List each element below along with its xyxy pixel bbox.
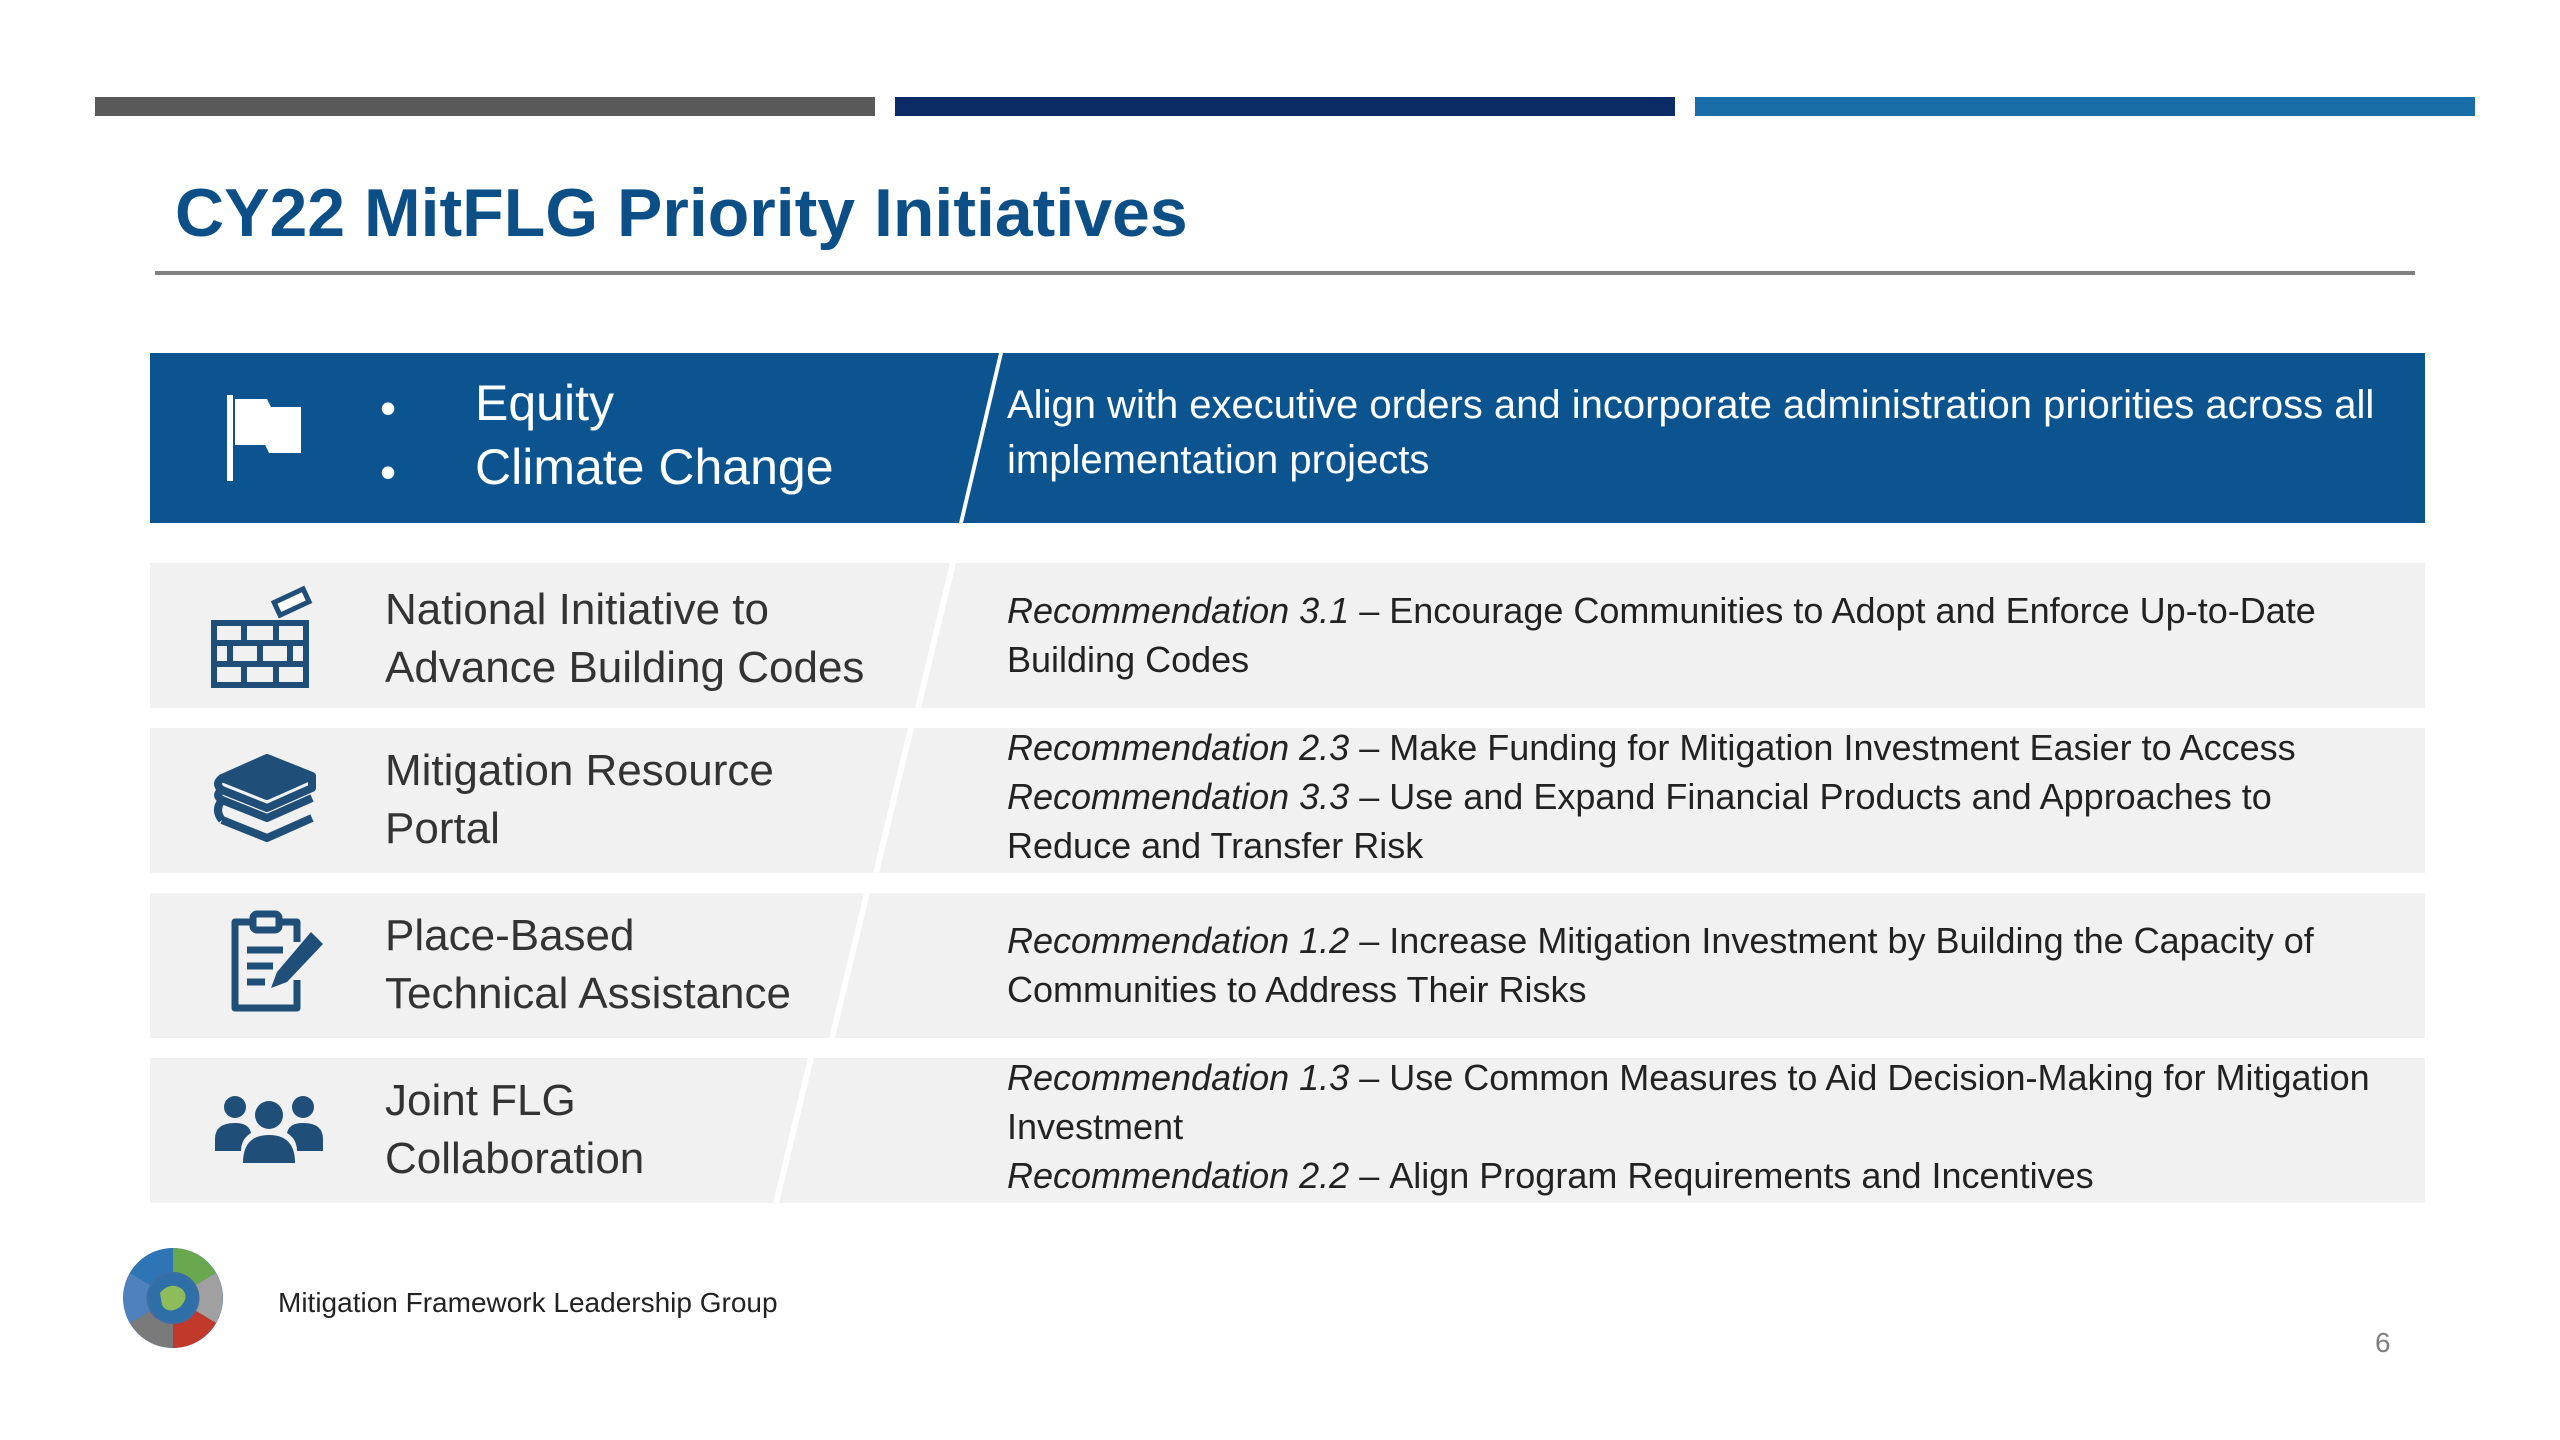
initiative-row-flg-collaboration	[150, 1058, 2425, 1203]
initiative-title-line: National Initiative to	[385, 585, 769, 634]
initiative-title-line: Portal	[385, 804, 500, 853]
recommendation-text: Make Funding for Mitigation Investment Easier to Access	[1389, 727, 2296, 768]
recommendation-item	[1007, 916, 2402, 1014]
organization-name: Mitigation Framework Leadership Group	[278, 1287, 778, 1318]
recommendation-separator: –	[1359, 776, 1380, 817]
recommendation-number: Recommendation 2.2	[1007, 1155, 1350, 1196]
recommendation-item	[1007, 1151, 2402, 1200]
recommendation-separator: –	[1359, 1155, 1380, 1196]
recommendation-number: Recommendation 3.3	[1007, 776, 1350, 817]
mitflg-logo-icon	[120, 1245, 226, 1356]
top-bar-blue	[1695, 97, 2475, 116]
initiative-title-line: Mitigation Resource	[385, 746, 774, 795]
recommendation-item	[1007, 586, 2402, 684]
recommendation-item	[1007, 772, 2402, 870]
page-title: CY22 MitFLG Priority Initiatives	[175, 175, 1188, 251]
initiative-title-line: Collaboration	[385, 1134, 645, 1183]
brick-wall-icon	[210, 585, 320, 695]
clipboard-edit-icon	[225, 908, 330, 1023]
recommendations-list	[1007, 586, 2402, 684]
recommendation-item	[1007, 1053, 2402, 1151]
initiative-row-technical-assistance	[150, 893, 2425, 1038]
title-divider	[155, 271, 2415, 275]
initiative-row-building-codes	[150, 563, 2425, 708]
recommendation-number: Recommendation 3.1	[1007, 590, 1350, 631]
recommendation-number: Recommendation 1.2	[1007, 920, 1350, 961]
initiative-title-line: Advance Building Codes	[385, 643, 865, 692]
priority-climate-change: Climate Change	[475, 439, 834, 495]
flag-icon	[225, 393, 305, 488]
initiative-title	[385, 907, 791, 1023]
priority-equity: Equity	[475, 375, 614, 431]
recommendation-text: Align Program Requirements and Incentives	[1389, 1155, 2094, 1196]
recommendation-separator: –	[1359, 590, 1380, 631]
page-number: 6	[2375, 1327, 2391, 1358]
books-icon	[212, 748, 322, 858]
initiative-title	[385, 1072, 644, 1188]
recommendation-number: Recommendation 2.3	[1007, 727, 1350, 768]
bullet-marker: •	[380, 446, 397, 498]
recommendations-list	[1007, 723, 2402, 870]
recommendation-text: Use Common Measures to Aid Decision-Making for Mitigation Investment	[1007, 1057, 2370, 1147]
top-bar-gray	[95, 97, 875, 116]
recommendation-separator: –	[1359, 920, 1380, 961]
initiative-title	[385, 742, 774, 858]
recommendations-list	[1007, 1053, 2402, 1200]
recommendation-item	[1007, 723, 2402, 772]
recommendation-text: Use and Expand Financial Products and Approaches to Reduce and Transfer Risk	[1007, 776, 2272, 866]
recommendation-separator: –	[1359, 727, 1380, 768]
initiative-title	[385, 581, 864, 697]
initiative-title-line: Technical Assistance	[385, 969, 791, 1018]
initiative-row-resource-portal	[150, 728, 2425, 873]
recommendation-separator: –	[1359, 1057, 1380, 1098]
recommendations-list	[1007, 916, 2402, 1014]
initiative-title-line: Place-Based	[385, 911, 635, 960]
bullet-marker: •	[380, 382, 397, 434]
users-group-icon	[215, 1093, 325, 1173]
recommendation-number: Recommendation 1.3	[1007, 1057, 1350, 1098]
header-band	[150, 353, 2425, 523]
top-bar-navy	[895, 97, 1675, 116]
initiative-title-line: Joint FLG	[385, 1076, 576, 1125]
recommendation-text: Increase Mitigation Investment by Building the Capacity of Communities to Address Their Risks	[1007, 920, 2314, 1010]
header-description: Align with executive orders and incorporate administration priorities across all implementation projects	[1007, 383, 2375, 482]
recommendation-text: Encourage Communities to Adopt and Enforce Up-to-Date Building Codes	[1007, 590, 2316, 680]
